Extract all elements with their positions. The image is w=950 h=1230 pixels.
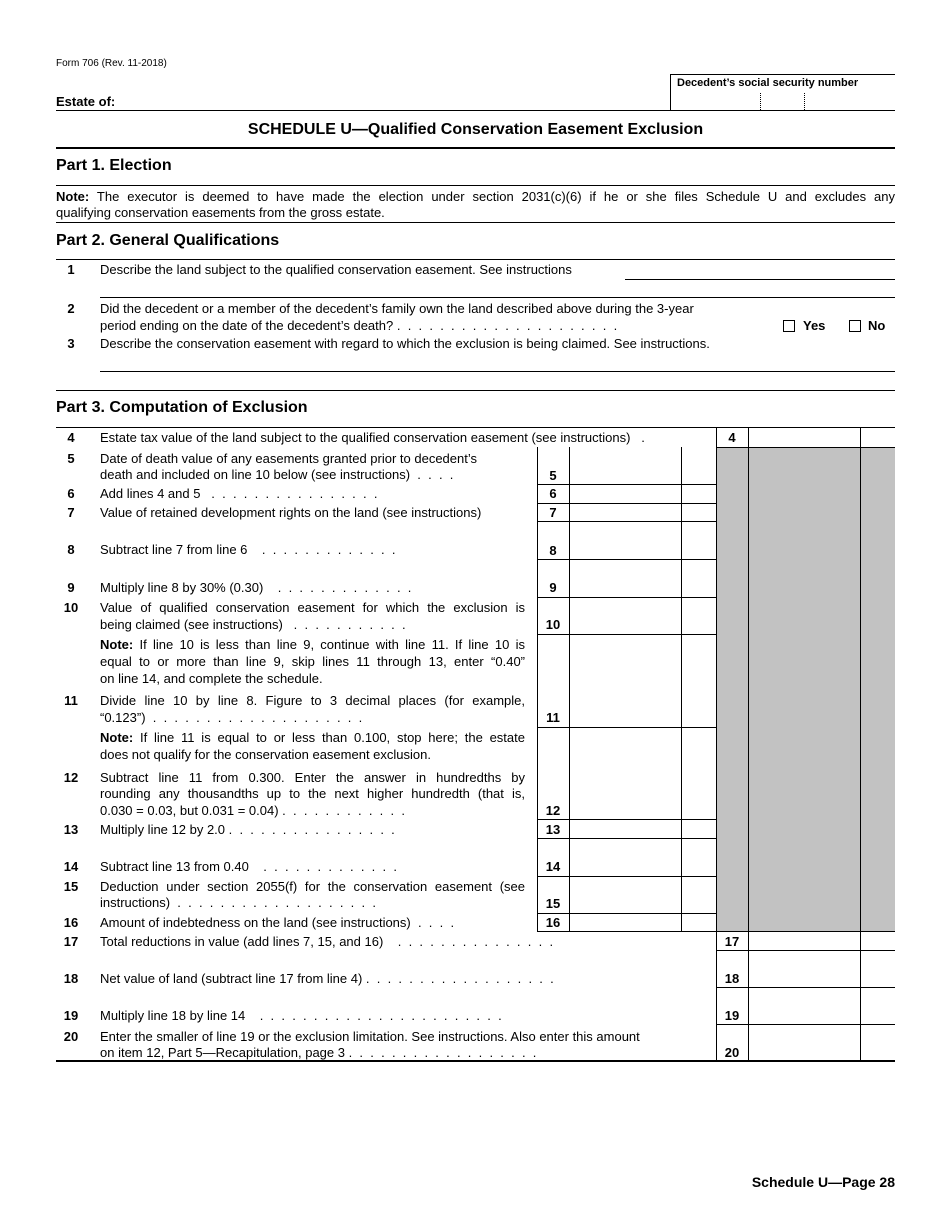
line13-text: Multiply line 12 by 2.0 . . . . . . . . . . . . . . . . <box>100 822 395 837</box>
line2-leader: . . . . . . . . . . . . . . . . . . . . . <box>396 318 618 333</box>
line7-input[interactable] <box>570 504 681 521</box>
line18-number: 18 <box>63 971 79 986</box>
line19-input[interactable] <box>749 988 860 1024</box>
part3-rule <box>56 427 895 428</box>
page-footer: Schedule U—Page 28 <box>751 1174 895 1190</box>
ssn-label: Decedent’s social security number <box>677 77 859 89</box>
part1-note-line1 <box>56 189 895 205</box>
right-col-rule-3 <box>860 428 861 1061</box>
shade-right <box>861 447 895 931</box>
note11-text-b: does not qualify for the conservation easement exclusion. <box>100 747 431 762</box>
line18-text: Net value of land (subtract line 17 from line 4) . . . . . . . . . . . . . . . . . . <box>100 971 554 986</box>
note10-label: Note: <box>100 637 134 652</box>
line8-text: Subtract line 7 from line 6 . . . . . . . . . . . . . <box>100 542 396 557</box>
line10-number: 10 <box>63 600 79 615</box>
line10-text-b: being claimed (see instructions) . . . . . . . . . . . <box>100 617 406 632</box>
line5-text-a: Date of death value of any easements granted prior to decedent’s <box>100 451 478 466</box>
line6-text: Add lines 4 and 5 . . . . . . . . . . . . . . . . <box>100 486 378 501</box>
line2-text-b-content: period ending on the date of the decedent’s death? <box>100 318 394 333</box>
line17-text-content: Total reductions in value (add lines 7, 15, and 16) <box>100 934 384 949</box>
line5-box-label: 5 <box>549 468 557 483</box>
line14-box-label: 14 <box>545 859 561 874</box>
line13-number: 13 <box>63 822 79 837</box>
line9-number: 9 <box>67 580 75 595</box>
line10-input[interactable] <box>570 598 681 634</box>
note10-text-a: If line 10 is less than line 9, continue with line 11. If line 10 is <box>133 637 525 652</box>
line18-box-label: 18 <box>724 971 740 986</box>
shade-left <box>716 447 860 931</box>
line17-input[interactable] <box>749 932 860 950</box>
line11-text-b: “0.123”) . . . . . . . . . . . . . . . . . . . . <box>100 710 363 725</box>
title-bottom-rule <box>56 147 895 149</box>
line15-input[interactable] <box>570 877 681 913</box>
line15-text-b: instructions) . . . . . . . . . . . . . . . . . . . <box>100 895 376 910</box>
line9-text: Multiply line 8 by 30% (0.30) . . . . . . . . . . . . . <box>100 580 412 595</box>
part3-heading: Part 3. Computation of Exclusion <box>56 399 308 416</box>
line5-text-b-content: death and included on line 10 below (see instructions) <box>100 467 411 482</box>
line2-text-b <box>100 318 617 335</box>
line3-input[interactable] <box>100 354 895 371</box>
line4-box-label: 4 <box>728 430 736 445</box>
line17-text: Total reductions in value (add lines 7, 15, and 16) . . . . . . . . . . . . . . . <box>100 934 554 949</box>
part2-heading: Part 2. General Qualifications <box>56 232 280 249</box>
line1-input-continued[interactable] <box>100 281 895 297</box>
line7-number: 7 <box>67 505 75 520</box>
line12-text-b: rounding any thousandths up to the next higher hundredth (that is, <box>100 786 525 801</box>
yes-checkbox[interactable] <box>783 320 795 332</box>
line14-text-content: Subtract line 13 from 0.40 <box>100 859 249 874</box>
header-bottom-rule <box>56 110 895 111</box>
note10-text-b: equal to or more than line 9, skip lines 11 through 13, enter “0.40” <box>100 654 525 669</box>
part1-rule <box>56 185 895 186</box>
line3-text: Describe the conservation easement with regard to which the exclusion is being claimed. See instructions. <box>100 336 710 351</box>
line14-input[interactable] <box>570 839 681 875</box>
line15-text-b-content: instructions) <box>100 895 171 910</box>
line12-number: 12 <box>63 770 79 785</box>
line7-text: Value of retained development rights on the land (see instructions) <box>100 505 482 520</box>
line4-number: 4 <box>67 430 75 445</box>
line20-text-b-content: on item 12, Part 5—Recapitulation, page 3 <box>100 1045 345 1060</box>
line4-bottom-rule <box>716 447 895 448</box>
line8-input[interactable] <box>570 522 681 558</box>
part1-note-text-a: The executor is deemed to have made the election under section 2031(c)(6) if he or she files Schedule U and excludes any <box>89 189 895 204</box>
part2-rule <box>56 259 895 260</box>
line11-bottom-rule <box>537 727 716 728</box>
line14-number: 14 <box>63 859 79 874</box>
ssn-left-rule <box>670 74 671 110</box>
line9-text-content: Multiply line 8 by 30% (0.30) <box>100 580 264 595</box>
line11-box-label: 11 <box>546 710 560 725</box>
schedule-title: SCHEDULE U—Qualified Conservation Easement Exclusion <box>247 121 704 138</box>
line20-text-b: on item 12, Part 5—Recapitulation, page 3 . . . . . . . . . . . . . . . . . . <box>100 1045 537 1060</box>
estate-name-input[interactable] <box>130 90 665 110</box>
line1-input-rule <box>625 279 895 280</box>
note10-line-a <box>100 637 525 654</box>
line18-text-content: Net value of land (subtract line 17 from line 4) <box>100 971 363 986</box>
line12-text-c: 0.030 = 0.03, but 0.031 = 0.04) . . . . . . . . . . . . <box>100 803 405 818</box>
line4-text: Estate tax value of the land subject to the qualified conservation easement (see instructions) . <box>100 430 645 445</box>
no-label: No <box>868 318 886 333</box>
line15-box-label: 15 <box>545 896 561 911</box>
part2-bottom-rule <box>56 390 895 391</box>
line8-number: 8 <box>67 542 75 557</box>
line12-text-c-content: 0.030 = 0.03, but 0.031 = 0.04) <box>100 803 279 818</box>
line10-box-label: 10 <box>545 617 561 632</box>
line20-input[interactable] <box>749 1025 860 1060</box>
line12-text-a: Subtract line 11 from 0.300. Enter the answer in hundredths by <box>100 770 525 785</box>
line16-number: 16 <box>63 915 79 930</box>
line3-input-rule <box>100 371 895 372</box>
line9-input[interactable] <box>570 560 681 596</box>
no-checkbox[interactable] <box>849 320 861 332</box>
line16-text-content: Amount of indebtedness on the land (see instructions) <box>100 915 411 930</box>
line15-number: 15 <box>63 879 79 894</box>
line19-number: 19 <box>63 1008 79 1023</box>
ssn-input[interactable] <box>676 92 888 110</box>
line6-input[interactable] <box>570 485 681 502</box>
line19-text: Multiply line 18 by line 14 . . . . . . . . . . . . . . . . . . . . . . . <box>100 1008 502 1023</box>
line1-text: Describe the land subject to the qualified conservation easement. See instructions <box>100 262 572 277</box>
line12-box-label: 12 <box>545 803 561 818</box>
line14-text: Subtract line 13 from 0.40 . . . . . . . . . . . . . <box>100 859 397 874</box>
line12-input[interactable] <box>570 729 681 819</box>
line1-continuation-rule <box>100 297 895 298</box>
line19-box-label: 19 <box>724 1008 740 1023</box>
line13-input[interactable] <box>570 820 681 837</box>
line11-text-a: Divide line 10 by line 8. Figure to 3 decimal places (for example, <box>100 693 525 708</box>
line16-box-label: 16 <box>545 915 561 930</box>
line6-box-label: 6 <box>549 486 557 501</box>
line11-input[interactable] <box>570 636 681 727</box>
line13-text-content: Multiply line 12 by 2.0 <box>100 822 226 837</box>
line8-box-label: 8 <box>549 543 557 558</box>
line20-text-a: Enter the smaller of line 19 or the exclusion limitation. See instructions. Also enter this amount <box>100 1029 640 1044</box>
line1-input[interactable] <box>625 262 895 279</box>
line6-text-content: Add lines 4 and 5 <box>100 486 201 501</box>
line13-box-label: 13 <box>545 822 561 837</box>
inner-col-rule-3 <box>681 447 682 931</box>
line5-text-b: death and included on line 10 below (see instructions) . . . . <box>100 467 454 482</box>
line19-text-content: Multiply line 18 by line 14 <box>100 1008 246 1023</box>
line18-input[interactable] <box>749 951 860 987</box>
right-col-rule-1 <box>716 428 717 1061</box>
line20-box-label: 20 <box>724 1045 740 1060</box>
line10-text-a: Value of qualified conservation easement for which the exclusion is <box>100 600 525 615</box>
line5-input[interactable] <box>570 448 681 484</box>
note11-text-a: If line 11 is equal to or less than 0.100, stop here; the estate <box>133 730 525 745</box>
part1-bottom-rule <box>56 222 895 223</box>
line1-number: 1 <box>67 262 75 277</box>
line10-text-b-content: being claimed (see instructions) <box>100 617 283 632</box>
line11-text-b-content: “0.123”) <box>100 710 146 725</box>
note11-label: Note: <box>100 730 134 745</box>
part3-bottom-rule <box>56 1060 895 1062</box>
line10-bottom-rule <box>537 634 716 635</box>
line9-box-label: 9 <box>549 580 557 595</box>
part1-note-label: Note: <box>56 189 90 204</box>
form-id: Form 706 (Rev. 11-2018) <box>56 58 167 69</box>
line15-text-a: Deduction under section 2055(f) for the conservation easement (see <box>100 879 525 894</box>
ssn-top-rule <box>670 74 895 75</box>
line4-text-content: Estate tax value of the land subject to the qualified conservation easement (see instructions) <box>100 430 631 445</box>
line5-number: 5 <box>67 451 75 466</box>
estate-label: Estate of: <box>56 94 116 109</box>
line11-number: 11 <box>64 693 78 708</box>
line6-number: 6 <box>67 486 75 501</box>
line2-number: 2 <box>67 301 75 316</box>
line20-number: 20 <box>63 1029 79 1044</box>
line3-number: 3 <box>67 336 75 351</box>
line17-number: 17 <box>63 934 79 949</box>
line8-text-content: Subtract line 7 from line 6 <box>100 542 248 557</box>
line16-text: Amount of indebtedness on the land (see instructions) . . . . <box>100 915 455 930</box>
note10-text-c: on line 14, and complete the schedule. <box>100 671 323 686</box>
part1-note-line2: qualifying conservation easements from the gross estate. <box>56 205 385 220</box>
part1-heading: Part 1. Election <box>56 157 172 174</box>
note11-line-a <box>100 730 525 747</box>
line4-input[interactable] <box>749 429 860 446</box>
line2-text-a: Did the decedent or a member of the decedent’s family own the land described above during the 3-year <box>100 301 694 316</box>
line16-input[interactable] <box>570 914 681 930</box>
line7-box-label: 7 <box>549 505 557 520</box>
line17-box-label: 17 <box>724 934 740 949</box>
yes-label: Yes <box>803 318 826 333</box>
